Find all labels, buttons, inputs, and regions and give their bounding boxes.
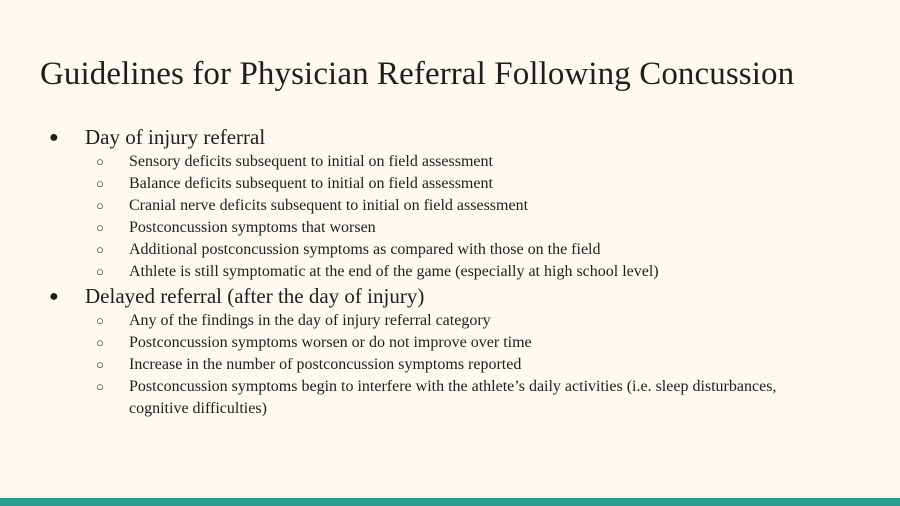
slide-content [40, 124, 830, 420]
list-item [40, 310, 830, 332]
hollow-bullet-icon: ○ [96, 154, 104, 169]
hollow-bullet-icon: ○ [96, 198, 104, 213]
list-item-text: Postconcussion symptoms worsen or do not improve over time [129, 334, 532, 351]
list-item [40, 261, 830, 283]
hollow-bullet-icon: ○ [96, 220, 104, 235]
list-item-text: Balance deficits subsequent to initial on field assessment [129, 175, 493, 192]
slide-title: Guidelines for Physician Referral Following Concussion [40, 56, 795, 92]
list-item [40, 173, 830, 195]
hollow-bullet-icon: ○ [96, 176, 104, 191]
hollow-bullet-icon: ○ [96, 313, 104, 328]
list-item-text: Cranial nerve deficits subsequent to initial on field assessment [129, 197, 529, 214]
hollow-bullet-icon: ○ [96, 335, 104, 350]
list-item-text: Any of the findings in the day of injury referral category [129, 312, 491, 329]
hollow-bullet-icon: ○ [96, 242, 104, 257]
section-heading-label: Delayed referral (after the day of injury) [85, 284, 425, 308]
list-item [40, 354, 830, 376]
filled-bullet-icon: ● [49, 288, 59, 305]
hollow-bullet-icon: ○ [96, 357, 104, 372]
list-item [40, 376, 830, 420]
hollow-bullet-icon: ○ [96, 379, 104, 394]
hollow-bullet-icon: ○ [96, 264, 104, 279]
list-item-text: Sensory deficits subsequent to initial on field assessment [129, 153, 493, 170]
list-item [40, 151, 830, 173]
delayed-referral-list [40, 310, 830, 420]
section-heading-label: Day of injury referral [85, 125, 266, 149]
list-item [40, 332, 830, 354]
list-item-text: Increase in the number of postconcussion symptoms reported [129, 356, 522, 373]
filled-bullet-icon: ● [49, 129, 59, 146]
list-item-text: Additional postconcussion symptoms as compared with those on the field [129, 241, 601, 258]
day-of-injury-list [40, 151, 830, 283]
list-item [40, 239, 830, 261]
section-heading-delayed-referral [40, 283, 830, 310]
list-item-text: Postconcussion symptoms that worsen [129, 219, 376, 236]
list-item-text: Athlete is still symptomatic at the end of the game (especially at high school level) [129, 263, 659, 280]
list-item [40, 195, 830, 217]
accent-bar [0, 498, 900, 506]
list-item-text: Postconcussion symptoms begin to interfere with the athlete’s daily activities (i.e. sleep disturbances, cognitive difficulties) [129, 378, 777, 417]
section-heading-day-of-injury [40, 124, 830, 151]
list-item [40, 217, 830, 239]
